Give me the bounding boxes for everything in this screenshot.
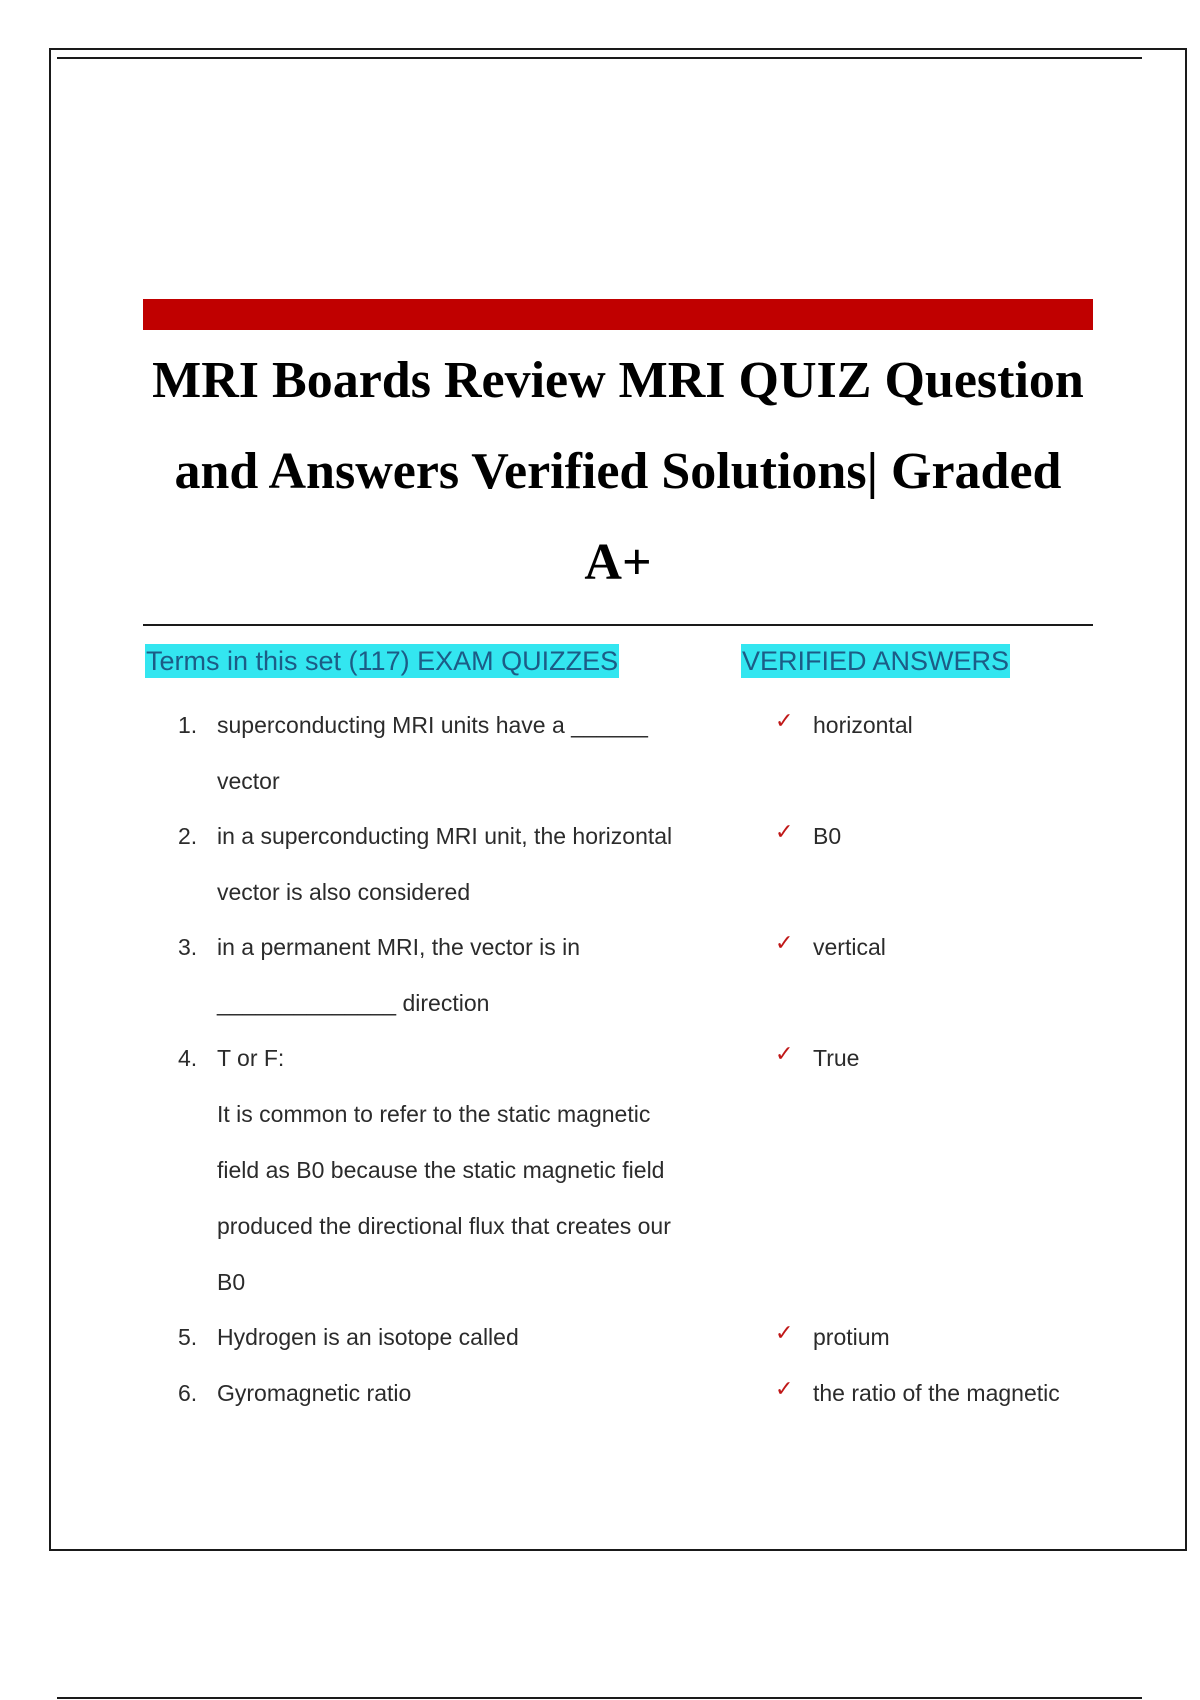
- question-line: vector: [217, 768, 280, 794]
- question-line: field as B0 because the static magnetic field: [217, 1157, 665, 1183]
- question-line: produced the directional flux that creates our: [217, 1213, 671, 1239]
- answer-text: protium: [813, 1324, 890, 1350]
- question-line: T or F:: [217, 1045, 285, 1071]
- check-icon: ✓: [775, 819, 794, 844]
- question-line: superconducting MRI units have a ______: [217, 712, 648, 738]
- question-line: Gyromagnetic ratio: [217, 1380, 412, 1406]
- check-icon: ✓: [775, 708, 794, 733]
- question-line: It is common to refer to the static magnetic: [217, 1101, 651, 1127]
- question-number: 6.: [178, 1380, 198, 1406]
- answer-text: True: [813, 1045, 860, 1071]
- question-line: Hydrogen is an isotope called: [217, 1324, 519, 1350]
- question-line: in a superconducting MRI unit, the horizontal: [217, 823, 673, 849]
- answers-heading: VERIFIED ANSWERS: [742, 646, 1010, 676]
- answer-text: horizontal: [813, 712, 913, 738]
- question-number: 4.: [178, 1045, 198, 1071]
- title-line-3: A+: [584, 534, 652, 591]
- check-icon: ✓: [775, 1041, 794, 1066]
- question-text: [217, 808, 717, 920]
- question-number: 1.: [178, 712, 198, 738]
- question-text: [217, 1365, 717, 1421]
- question-text: [217, 1030, 717, 1310]
- check-icon: ✓: [775, 930, 794, 955]
- check-icon: ✓: [775, 1376, 794, 1401]
- terms-heading: Terms in this set (117) EXAM QUIZZES: [146, 646, 619, 676]
- question-number: 3.: [178, 934, 198, 960]
- question-line: vector is also considered: [217, 879, 471, 905]
- title-line-2: and Answers Verified Solutions| Graded: [174, 443, 1062, 500]
- answer-text: B0: [813, 823, 842, 849]
- title-line-1: MRI Boards Review MRI QUIZ Question: [152, 352, 1084, 409]
- answer-text: the ratio of the magnetic: [813, 1380, 1060, 1406]
- question-number: 2.: [178, 823, 198, 849]
- footer-rule: [57, 1697, 1142, 1699]
- question-text: [217, 919, 717, 1031]
- question-text: [217, 1309, 717, 1365]
- question-number: 5.: [178, 1324, 198, 1350]
- question-line: in a permanent MRI, the vector is in: [217, 934, 581, 960]
- question-line: B0: [217, 1269, 246, 1295]
- question-text: [217, 697, 717, 809]
- answer-text: vertical: [813, 934, 886, 960]
- question-line: ______________ direction: [217, 990, 490, 1016]
- check-icon: ✓: [775, 1320, 794, 1345]
